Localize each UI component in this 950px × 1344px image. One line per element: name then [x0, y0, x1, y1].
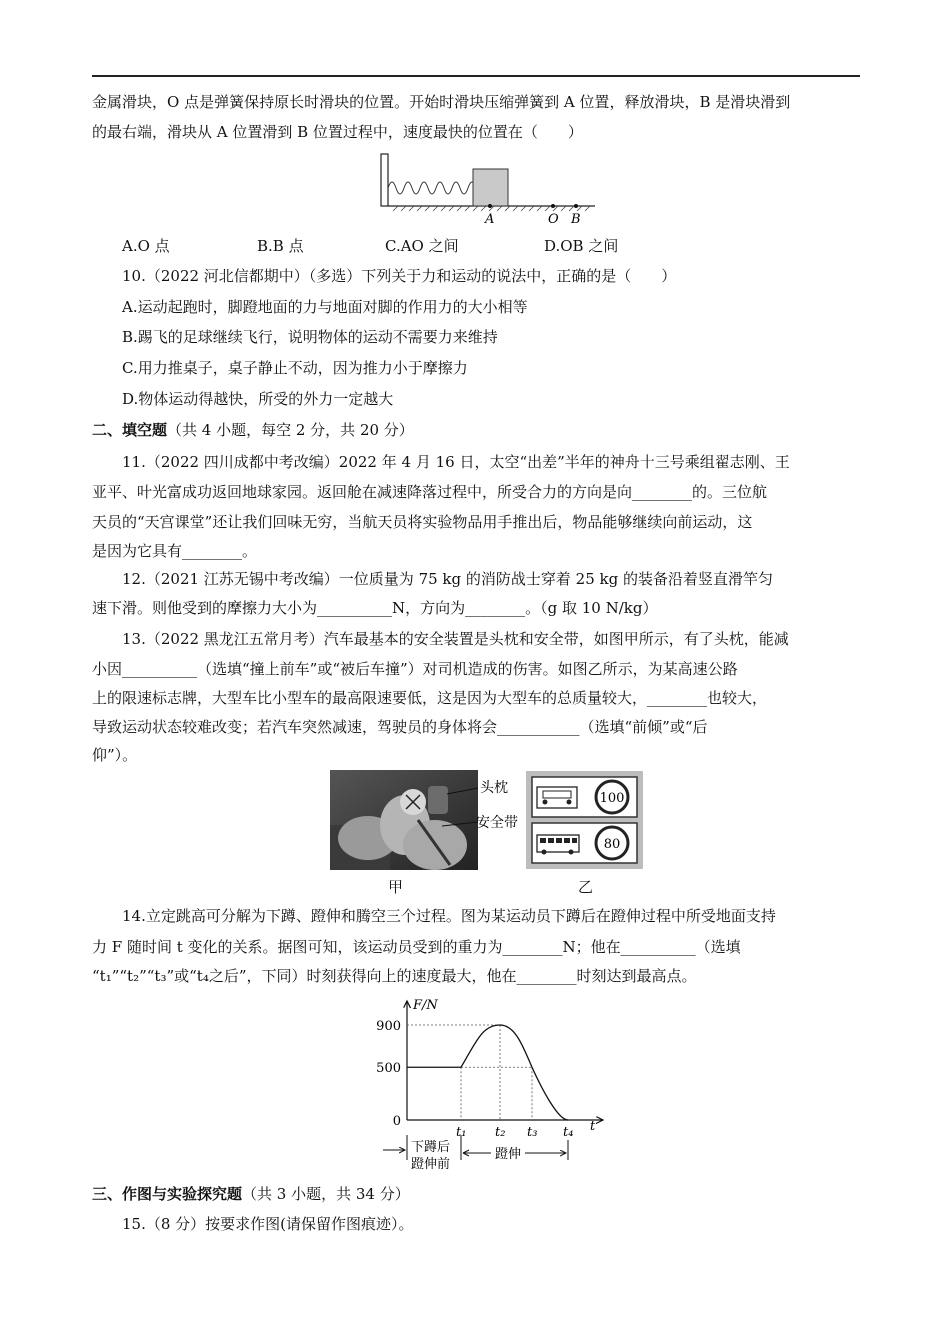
q13-line3: 上的限速标志牌，大型车比小型车的最高限速要低，这是因为大型车的总质量较大，________也较大， — [92, 689, 768, 707]
q11-line3: 天员的“天宫课堂”还让我们回味无穷，当航天员将实验物品用手推出后，物品能够继续向前运动，这 — [92, 513, 753, 531]
q9-line1: 金属滑块，O 点是弹簧保持原长时滑块的位置。开始时滑块压缩弹簧到 A 位置，释放滑块，B 是滑块滑到 — [92, 93, 791, 111]
headrest-shape — [428, 786, 448, 814]
q14-line2: 力 F 随时间 t 变化的关系。据图可知，该运动员受到的重力为________N；他在__________（选填 — [92, 938, 741, 956]
x-tick-label: t₄ — [563, 1125, 574, 1140]
car-icon — [537, 787, 577, 808]
y-tick-label: 900 — [376, 1019, 401, 1034]
q9-option-a[interactable]: A.O 点 — [122, 237, 170, 255]
section3-note: （共 3 小题，共 34 分） — [242, 1185, 410, 1203]
q14-line1: 14.立定跳高可分解为下蹲、蹬伸和腾空三个过程。图为某运动员下蹲后在蹬伸过程中所受地面支持 — [122, 907, 776, 925]
q13-line4: 导致运动状态较难改变；若汽车突然减速，驾驶员的身体将会___________（选填“前倾”或“后 — [92, 718, 708, 736]
section3-heading — [92, 1184, 862, 1204]
label-seatbelt: 安全带 — [476, 815, 518, 831]
slider-block — [473, 169, 508, 206]
label-a: A — [485, 212, 495, 227]
label-b: B — [571, 212, 581, 227]
spring-block-figure — [375, 148, 605, 228]
header-rule — [92, 75, 860, 77]
x-axis-label: t — [590, 1119, 596, 1134]
y-axis-label: F/N — [413, 998, 438, 1013]
q9-option-b[interactable]: B.B 点 — [257, 237, 304, 255]
phase-squat-line2: 蹬伸前 — [411, 1157, 451, 1172]
caption-yi: 乙 — [578, 878, 594, 896]
force-time-chart — [355, 995, 620, 1175]
q9-option-c[interactable]: C.AO 之间 — [385, 237, 459, 255]
section2-note: （共 4 小题，每空 2 分，共 20 分） — [167, 421, 414, 439]
phase-push: 蹬伸 — [495, 1147, 522, 1162]
force-curve — [407, 1025, 568, 1120]
q13-line5: 仰”）。 — [92, 746, 138, 764]
q12-line1: 12.（2021 江苏无锡中考改编）一位质量为 75 kg 的消防战士穿着 25 kg 的装备沿着竖直滑竿匀 — [122, 570, 773, 588]
q11-line4: 是因为它具有________。 — [92, 542, 258, 560]
section2-heading — [92, 420, 862, 440]
spring-coil — [388, 182, 480, 194]
section2-title: 二、填空题 — [92, 421, 168, 439]
q11-line1: 11.（2022 四川成都中考改编）2022 年 4 月 16 日，太空“出差”半年的神舟十三号乘组翟志刚、王 — [122, 453, 790, 471]
label-o: O — [548, 212, 559, 227]
q9-line2: 的最右端，滑块从 A 位置滑到 B 位置过程中，速度最快的位置在（ ） — [92, 123, 583, 141]
x-tick-label: t₂ — [495, 1125, 506, 1140]
x-tick-label: t₁ — [456, 1125, 467, 1140]
q13-line2: 小因__________（选填“撞上前车”或“被后车撞”）对司机造成的伤害。如图乙所示，为某高速公路 — [92, 660, 738, 678]
y-tick-label: 0 — [392, 1114, 401, 1129]
q10-option-d[interactable]: D.物体运动得越快，所受的外力一定越大 — [122, 390, 394, 408]
speed-limit-bus: 80 — [603, 837, 621, 852]
q10-option-a[interactable]: A.运动起跑时，脚蹬地面的力与地面对脚的作用力的大小相等 — [122, 298, 528, 316]
x-tick-label: t₃ — [527, 1125, 538, 1140]
car-photo-figure — [330, 770, 525, 875]
y-tick-label: 500 — [376, 1061, 401, 1077]
q13-line1: 13.（2022 黑龙江五常月考）汽车最基本的安全装置是头枕和安全带，如图甲所示，有了头枕，能减 — [122, 630, 789, 648]
bus-icon — [537, 835, 579, 855]
label-headrest: 头枕 — [480, 780, 508, 796]
section3-title: 三、作图与实验探究题 — [92, 1185, 243, 1203]
q10-option-b[interactable]: B.踢飞的足球继续飞行，说明物体的运动不需要力来维持 — [122, 328, 498, 346]
q10-stem: 10.（2022 河北信都期中）（多选）下列关于力和运动的说法中，正确的是（ ） — [122, 267, 677, 285]
phase-squat-line1: 下蹲后 — [411, 1140, 451, 1155]
q11-line2: 亚平、叶光富成功返回地球家园。返回舱在减速降落过程中，所受合力的方向是向________的。三位航 — [92, 483, 768, 501]
speed-limit-car: 100 — [599, 791, 625, 806]
speed-sign-figure — [525, 770, 645, 870]
q10-option-c[interactable]: C.用力推桌子，桌子静止不动，因为推力小于摩擦力 — [122, 359, 468, 377]
q9-option-d[interactable]: D.OB 之间 — [544, 237, 619, 255]
q15-stem: 15.（8 分）按要求作图(请保留作图痕迹）。 — [122, 1215, 414, 1233]
q12-line2: 速下滑。则他受到的摩擦力大小为__________N，方向为________。（g 取 10 N/kg） — [92, 599, 658, 617]
caption-jia: 甲 — [388, 878, 404, 896]
q14-line3: “t₁”“t₂”“t₃”或“t₄之后”，下同）时刻获得向上的速度最大，他在________时刻达到最高点。 — [92, 967, 697, 985]
